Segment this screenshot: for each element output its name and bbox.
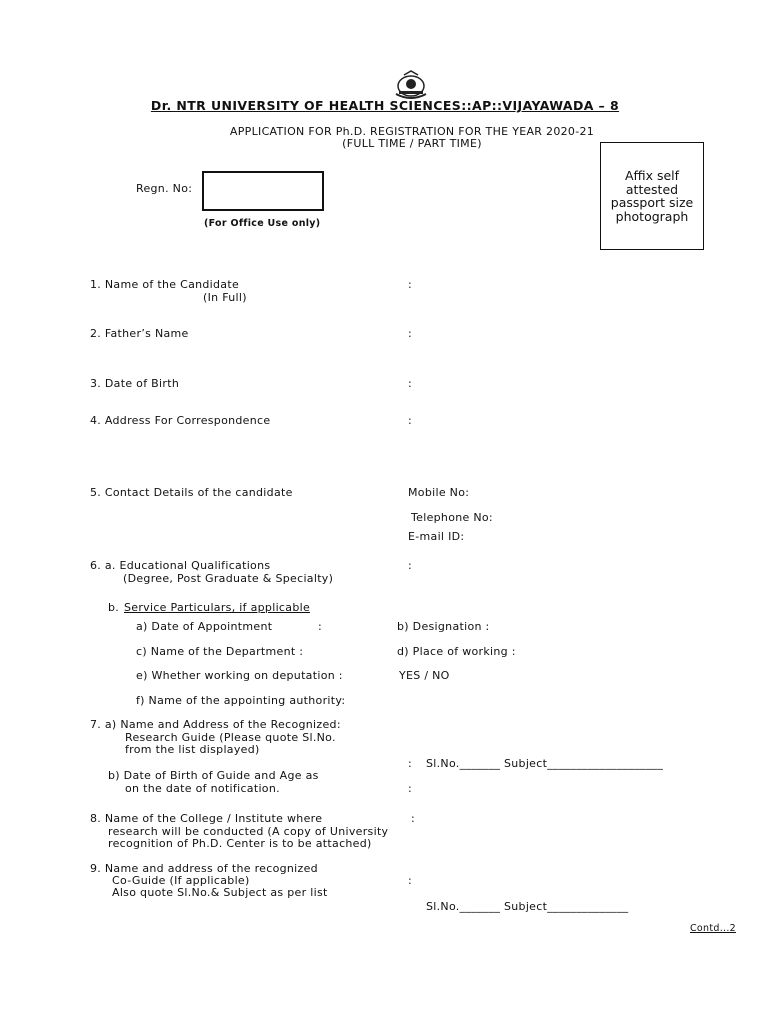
q1-colon: :	[408, 278, 413, 291]
q9-slno-subject: Sl.No._______ Subject______________	[426, 900, 629, 913]
form-subtitle: APPLICATION FOR Ph.D. REGISTRATION FOR THE YEAR 2020-21	[229, 125, 595, 138]
q6a-sublabel: (Degree, Post Graduate & Specialty)	[123, 572, 334, 585]
regn-field[interactable]	[202, 171, 324, 211]
service-date-appointment: a) Date of Appointment	[136, 620, 273, 633]
q1-label: 1. Name of the Candidate	[90, 278, 240, 291]
photo-box: Affix self attested passport size photograph	[600, 142, 704, 250]
q7a-line3: from the list displayed)	[125, 743, 260, 756]
q6b-label: Service Particulars, if applicable	[124, 601, 311, 614]
office-note: (For Office Use only)	[204, 218, 321, 229]
q9-label: 9. Name and address of the recognized	[90, 862, 318, 875]
q6b-prefix: b.	[108, 601, 120, 614]
q9-line3: Also quote Sl.No.& Subject as per list	[112, 886, 328, 899]
q7a-slno-subject: Sl.No._______ Subject____________________	[426, 757, 664, 770]
q9-line2: Co-Guide (If applicable)	[112, 874, 250, 887]
telephone-label: Telephone No:	[411, 511, 493, 524]
q2-label: 2. Father’s Name	[90, 327, 189, 340]
q7a-line2: Research Guide (Please quote Sl.No.	[125, 731, 336, 744]
regn-label: Regn. No:	[136, 182, 193, 195]
q8-label: 8. Name of the College / Institute where	[90, 812, 323, 825]
q8-line2: research will be conducted (A copy of University	[108, 825, 389, 838]
email-label: E-mail ID:	[408, 530, 465, 543]
q7a-label: 7. a) Name and Address of the Recognized:	[90, 718, 341, 731]
q9-colon: :	[408, 874, 413, 887]
page-title: Dr. NTR UNIVERSITY OF HEALTH SCIENCES::AP::VIJAYAWADA – 8	[150, 98, 620, 113]
q8-colon: :	[411, 812, 416, 825]
mobile-label: Mobile No:	[408, 486, 470, 499]
form-mode: (FULL TIME / PART TIME)	[342, 137, 482, 150]
q5-label: 5. Contact Details of the candidate	[90, 486, 293, 499]
q7a-colon: :	[408, 757, 413, 770]
q6a-colon: :	[408, 559, 413, 572]
q7b-colon: :	[408, 782, 413, 795]
q4-label: 4. Address For Correspondence	[90, 414, 271, 427]
university-emblem-icon	[390, 70, 432, 100]
q4-colon: :	[408, 414, 413, 427]
service-department: c) Name of the Department :	[136, 645, 304, 658]
q3-colon: :	[408, 377, 413, 390]
q8-line3: recognition of Ph.D. Center is to be attached)	[108, 837, 372, 850]
continued-note: Contd...2	[690, 923, 737, 934]
q7b-line2: on the date of notification.	[125, 782, 280, 795]
q6a-label: 6. a. Educational Qualifications	[90, 559, 271, 572]
service-place: d) Place of working :	[397, 645, 516, 658]
service-designation: b) Designation :	[397, 620, 490, 633]
q2-colon: :	[408, 327, 413, 340]
q7b-label: b) Date of Birth of Guide and Age as	[108, 769, 319, 782]
deputation-yes-no: YES / NO	[399, 669, 450, 682]
service-date-colon: :	[318, 620, 323, 633]
q1-sublabel: (In Full)	[203, 291, 247, 304]
q3-label: 3. Date of Birth	[90, 377, 180, 390]
service-deputation: e) Whether working on deputation :	[136, 669, 343, 682]
service-authority: f) Name of the appointing authority:	[136, 694, 346, 707]
